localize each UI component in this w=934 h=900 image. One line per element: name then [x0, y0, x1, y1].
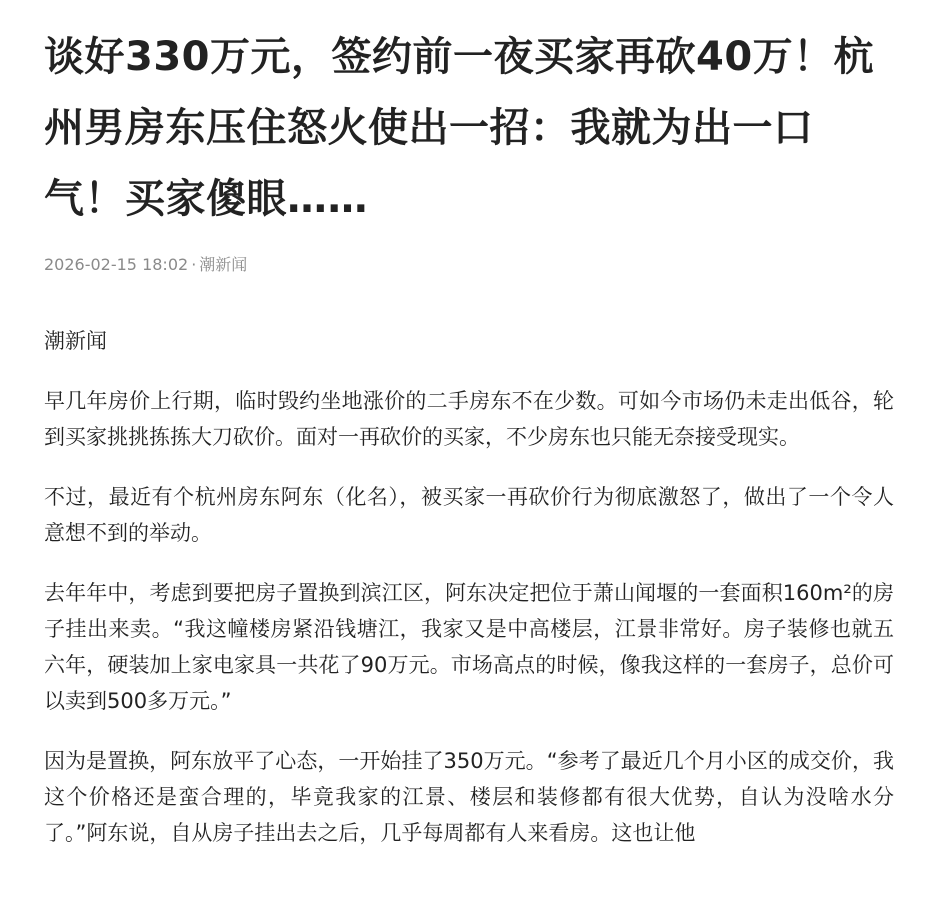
article-meta — [44, 253, 894, 277]
article — [44, 22, 894, 851]
meta-source[interactable]: 潮新闻 — [199, 255, 248, 274]
meta-separator: · — [191, 255, 197, 274]
paragraph: 不过，最近有个杭州房东阿东（化名），被买家一再砍价行为彻底激怒了，做出了一个令人意想不到的举动。 — [44, 485, 894, 545]
source-line: 潮新闻 — [44, 329, 107, 353]
publish-datetime: 2026-02-15 18:02 — [44, 255, 189, 274]
paragraph: 去年年中，考虑到要把房子置换到滨江区，阿东决定把位于萧山闻堰的一套面积160m²的房子挂出来卖。“我这幢楼房紧沿钱塘江，我家又是中高楼层，江景非常好。房子装修也就五六年，硬装加上家电家具一共花了90万元。市场高点的时候，像我这样的一套房子，总价可以卖到500多万元。” — [44, 581, 894, 713]
article-title: 谈好330万元，签约前一夜买家再砍40万！杭州男房东压住怒火使出一招：我就为出一口气！买家傻眼…… — [44, 34, 875, 222]
paragraph: 早几年房价上行期，临时毁约坐地涨价的二手房东不在少数。可如今市场仍未走出低谷，轮到买家挑挑拣拣大刀砍价。面对一再砍价的买家，不少房东也只能无奈接受现实。 — [44, 389, 894, 449]
paragraph: 因为是置换，阿东放平了心态，一开始挂了350万元。“参考了最近几个月小区的成交价，我这个价格还是蛮合理的，毕竟我家的江景、楼层和装修都有很大优势，自认为没啥水分了。”阿东说，自从房子挂出去之后，几乎每周都有人来看房。这也让他 — [44, 749, 894, 845]
